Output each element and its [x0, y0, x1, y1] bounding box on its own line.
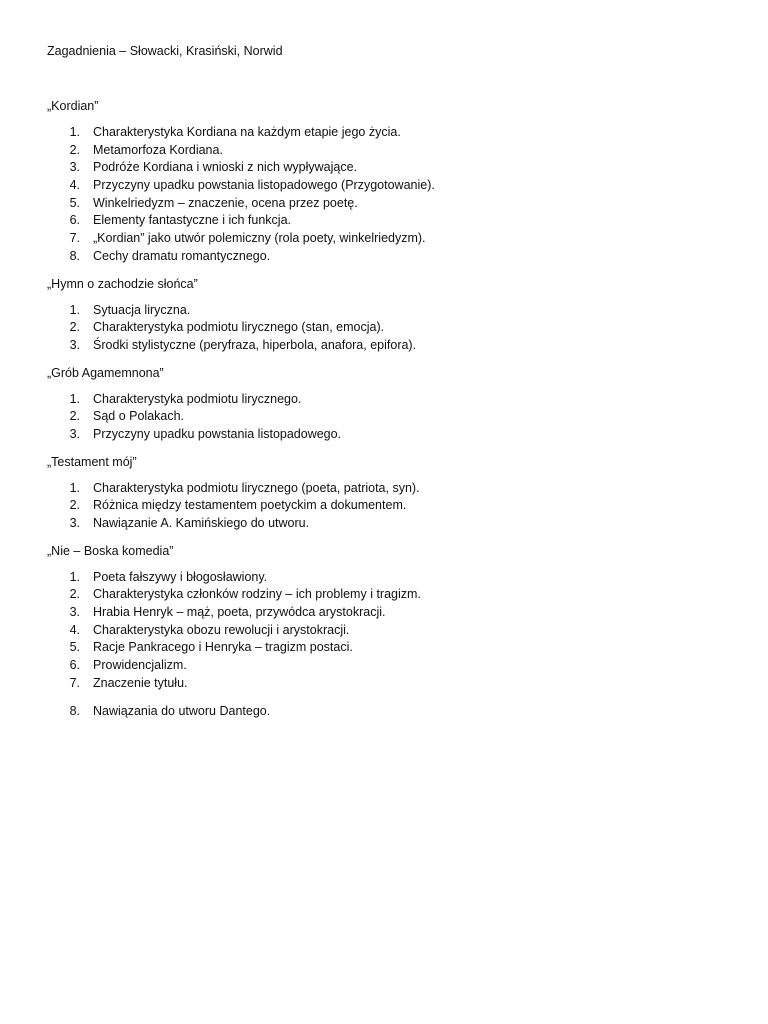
item-number: 1.	[69, 480, 80, 495]
section-heading: „Hymn o zachodzie słońca”	[47, 276, 198, 291]
item-number: 8.	[69, 248, 80, 263]
list-item	[47, 639, 727, 657]
list-item	[47, 569, 727, 587]
item-text: Prowidencjalizm.	[93, 658, 187, 673]
item-number: 5.	[69, 195, 80, 210]
item-text: Nawiązanie A. Kamińskiego do utworu.	[93, 516, 310, 530]
item-text: „Kordian” jako utwór polemiczny (rola poety, winkelriedyzm).	[93, 231, 426, 246]
numbered-list	[47, 124, 727, 266]
item-text: Charakterystyka podmiotu lirycznego (poeta, patriota, syn).	[93, 480, 420, 495]
item-number: 3.	[69, 160, 80, 175]
item-number: 1.	[69, 569, 80, 584]
section-heading: „Testament mój”	[47, 454, 137, 469]
item-number: 5.	[69, 640, 80, 655]
item-number: 2.	[69, 587, 80, 602]
item-text: Sytuacja liryczna.	[93, 302, 191, 317]
item-text: Sąd o Polakach.	[93, 409, 185, 424]
list-item	[47, 703, 727, 721]
item-text: Charakterystyka podmiotu lirycznego (stan, emocja).	[93, 320, 385, 335]
list-item	[47, 319, 727, 337]
item-text: Charakterystyka podmiotu lirycznego.	[93, 391, 302, 406]
item-text: Metamorfoza Kordiana.	[93, 142, 223, 157]
list-item	[47, 230, 727, 248]
item-text: Elementy fantastyczne i ich funkcja.	[93, 213, 292, 228]
item-number: 2.	[69, 498, 80, 513]
section-grob-agamemnona	[47, 364, 727, 444]
list-item	[47, 408, 727, 426]
item-number: 1.	[69, 391, 80, 406]
list-item	[47, 515, 727, 533]
section-nie-boska-komedia	[47, 542, 727, 721]
item-number: 3.	[69, 426, 80, 441]
item-text: Znaczenie tytułu.	[93, 675, 188, 690]
section-heading: „Kordian”	[47, 99, 99, 113]
numbered-list	[47, 391, 727, 444]
item-number: 3.	[69, 516, 80, 530]
item-number: 2.	[69, 409, 80, 424]
list-item	[47, 604, 727, 622]
item-text: Środki stylistyczne (peryfraza, hiperbola, anafora, epifora).	[93, 337, 417, 352]
list-item	[47, 586, 727, 604]
item-text: Przyczyny upadku powstania listopadowego (Przygotowanie).	[93, 178, 435, 193]
list-item	[47, 195, 727, 213]
item-number: 7.	[69, 675, 80, 690]
list-item	[47, 302, 727, 320]
item-text: Charakterystyka Kordiana na każdym etapie jego życia.	[93, 125, 401, 139]
item-number: 1.	[69, 125, 80, 139]
list-item	[47, 497, 727, 515]
item-text: Poeta fałszywy i błogosławiony.	[93, 569, 268, 584]
item-text: Charakterystyka członków rodziny – ich problemy i tragizm.	[93, 587, 421, 602]
item-number: 2.	[69, 320, 80, 335]
item-text: Racje Pankracego i Henryka – tragizm postaci.	[93, 640, 353, 655]
item-number: 4.	[69, 178, 80, 193]
section-kordian	[47, 97, 727, 266]
section-testament-moj	[47, 453, 727, 533]
list-item	[47, 124, 727, 142]
item-number: 2.	[69, 142, 80, 157]
list-item	[47, 212, 727, 230]
list-item	[47, 337, 727, 355]
item-text: Winkelriedyzm – znaczenie, ocena przez poetę.	[93, 195, 358, 210]
item-text: Różnica między testamentem poetyckim a dokumentem.	[93, 498, 407, 513]
item-text: Przyczyny upadku powstania listopadowego.	[93, 426, 342, 441]
item-number: 6.	[69, 213, 80, 228]
list-item	[47, 426, 727, 444]
document-page	[47, 42, 727, 729]
item-number: 4.	[69, 622, 80, 637]
list-item	[47, 248, 727, 266]
item-text: Charakterystyka obozu rewolucji i arystokracji.	[93, 622, 350, 637]
section-heading: „Nie – Boska komedia”	[47, 543, 174, 558]
list-item	[47, 142, 727, 160]
list-item	[47, 657, 727, 675]
numbered-list	[47, 480, 727, 533]
list-item	[47, 177, 727, 195]
list-item	[47, 480, 727, 498]
item-text: Hrabia Henryk – mąż, poeta, przywódca arystokracji.	[93, 605, 386, 620]
section-heading: „Grób Agamemnona”	[47, 365, 164, 380]
item-number: 3.	[69, 337, 80, 352]
list-item	[47, 159, 727, 177]
list-item	[47, 391, 727, 409]
document-title: Zagadnienia – Słowacki, Krasiński, Norwid	[47, 44, 283, 58]
item-text: Podróże Kordiana i wnioski z nich wypływające.	[93, 160, 358, 175]
item-number: 3.	[69, 605, 80, 620]
item-number: 7.	[69, 231, 80, 246]
item-text: Nawiązania do utworu Dantego.	[93, 703, 271, 718]
item-number: 6.	[69, 658, 80, 673]
section-hymn	[47, 275, 727, 355]
numbered-list	[47, 302, 727, 355]
item-text: Cechy dramatu romantycznego.	[93, 248, 271, 263]
list-item	[47, 675, 727, 693]
numbered-list	[47, 569, 727, 721]
item-number: 8.	[69, 703, 80, 718]
item-number: 1.	[69, 302, 80, 317]
list-item	[47, 622, 727, 640]
